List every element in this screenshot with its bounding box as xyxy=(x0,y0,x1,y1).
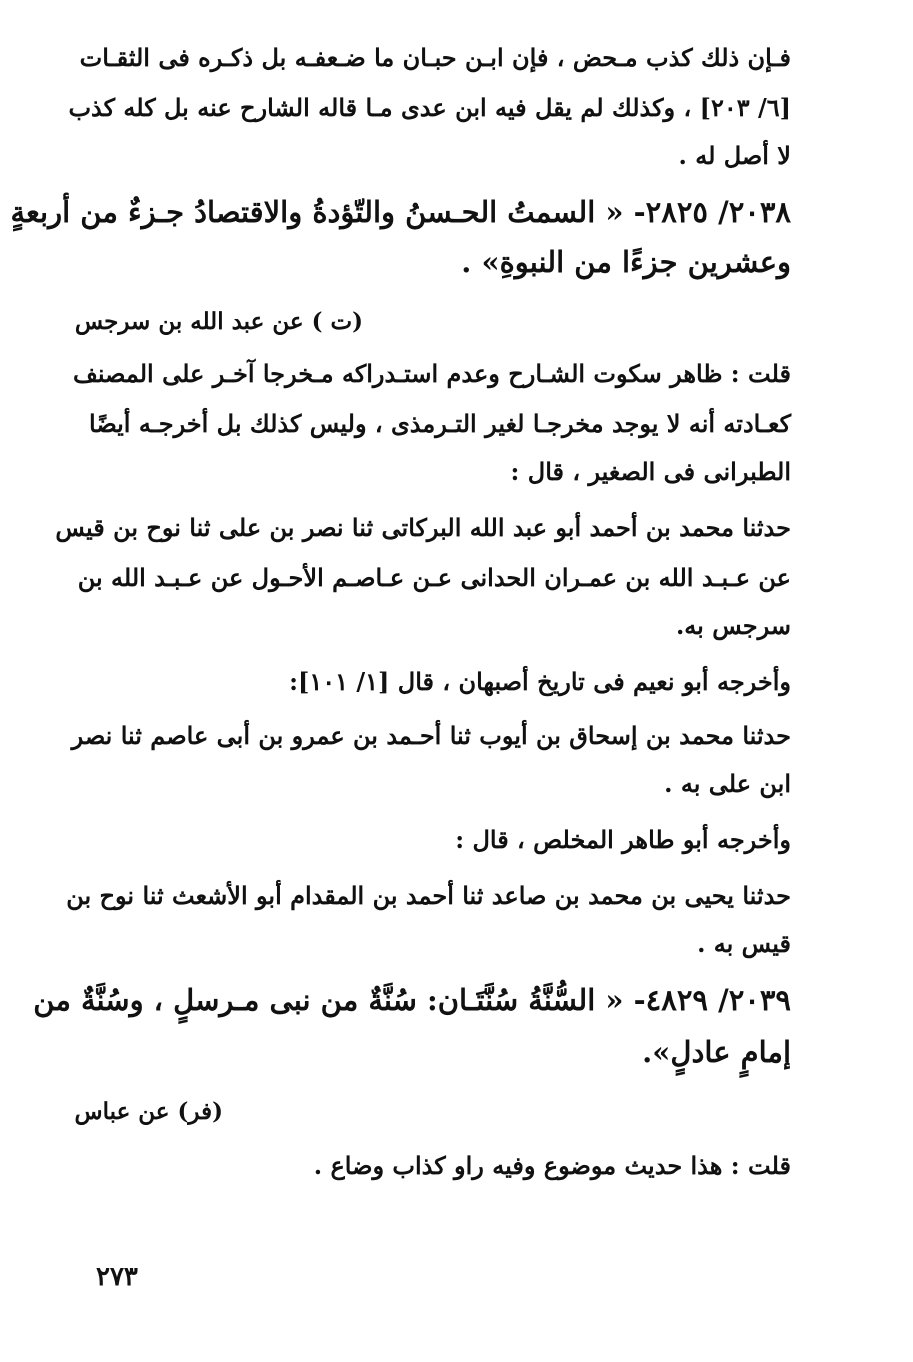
text-line: حدثنا يحيى بن محمد بن صاعد ثنا أحمد بن المقدام أبو الأشعث ثنا نوح بن xyxy=(66,881,791,910)
source-attribution: (فر) عن عباس xyxy=(74,1098,223,1125)
text-line: حدثنا محمد بن إسحاق بن أيوب ثنا أحـمد بن عمرو بن أبى عاصم ثنا نصر xyxy=(71,721,791,750)
text-line: كعـادته أنه لا يوجد مخرجـا لغير التـرمذى ، وليس كذلك بل أخرجـه أيضًا xyxy=(89,409,791,438)
text-line: وأخرجه أبو طاهر المخلص ، قال : xyxy=(455,825,791,854)
text-line: قلت : هذا حديث موضوع وفيه راو كذاب وضاع . xyxy=(313,1151,791,1180)
hadith-heading-line: وعشرين جزءًا من النبوةِ» . xyxy=(461,245,791,279)
text-line: قيس به . xyxy=(697,929,791,958)
text-line: قلت : ظاهر سكوت الشـارح وعدم استـدراكه مـخرجا آخـر على المصنف xyxy=(72,359,791,388)
text-line: [٦/ ٢٠٣] ، وكذلك لم يقل فيه ابن عدى مـا قاله الشارح عنه بل كله كذب xyxy=(68,93,791,122)
text-line: عن عـبـد الله بن عمـران الحدانى عـن عـاصـم الأحـول عن عـبـد الله بن xyxy=(77,563,791,592)
hadith-heading-line: إمامٍ عادلٍ». xyxy=(642,1035,791,1069)
text-line: الطبرانى فى الصغير ، قال : xyxy=(510,457,791,486)
text-line: فـإن ذلك كذب مـحض ، فإن ابـن حبـان ما ضـعفـه بل ذكـره فى الثقـات xyxy=(79,43,791,72)
hadith-heading-line: ٢٠٣٩/ ٤٨٢٩- « السُّنَّةُ سُنَّتَـان: سُنَّةٌ من نبى مـرسلٍ ، وسُنَّةٌ من xyxy=(33,983,791,1017)
text-line: سرجس به. xyxy=(675,611,791,640)
text-line: ابن على به . xyxy=(664,769,791,798)
text-line: لا أصل له . xyxy=(678,141,791,170)
text-line: حدثنا محمد بن أحمد أبو عبد الله البركاتى ثنا نصر بن على ثنا نوح بن قيس xyxy=(55,513,791,542)
page-number: ٢٧٣ xyxy=(96,1262,138,1292)
source-attribution: (ت ) عن عبد الله بن سرجس xyxy=(74,308,363,335)
hadith-heading-line: ٢٠٣٨/ ٢٨٢٥- « السمتُ الحـسنُ والتّؤدةُ والاقتصادُ جـزءٌ من أربعةٍ xyxy=(10,195,791,229)
text-line: وأخرجه أبو نعيم فى تاريخ أصبهان ، قال [١/ ١٠١]: xyxy=(289,667,791,696)
